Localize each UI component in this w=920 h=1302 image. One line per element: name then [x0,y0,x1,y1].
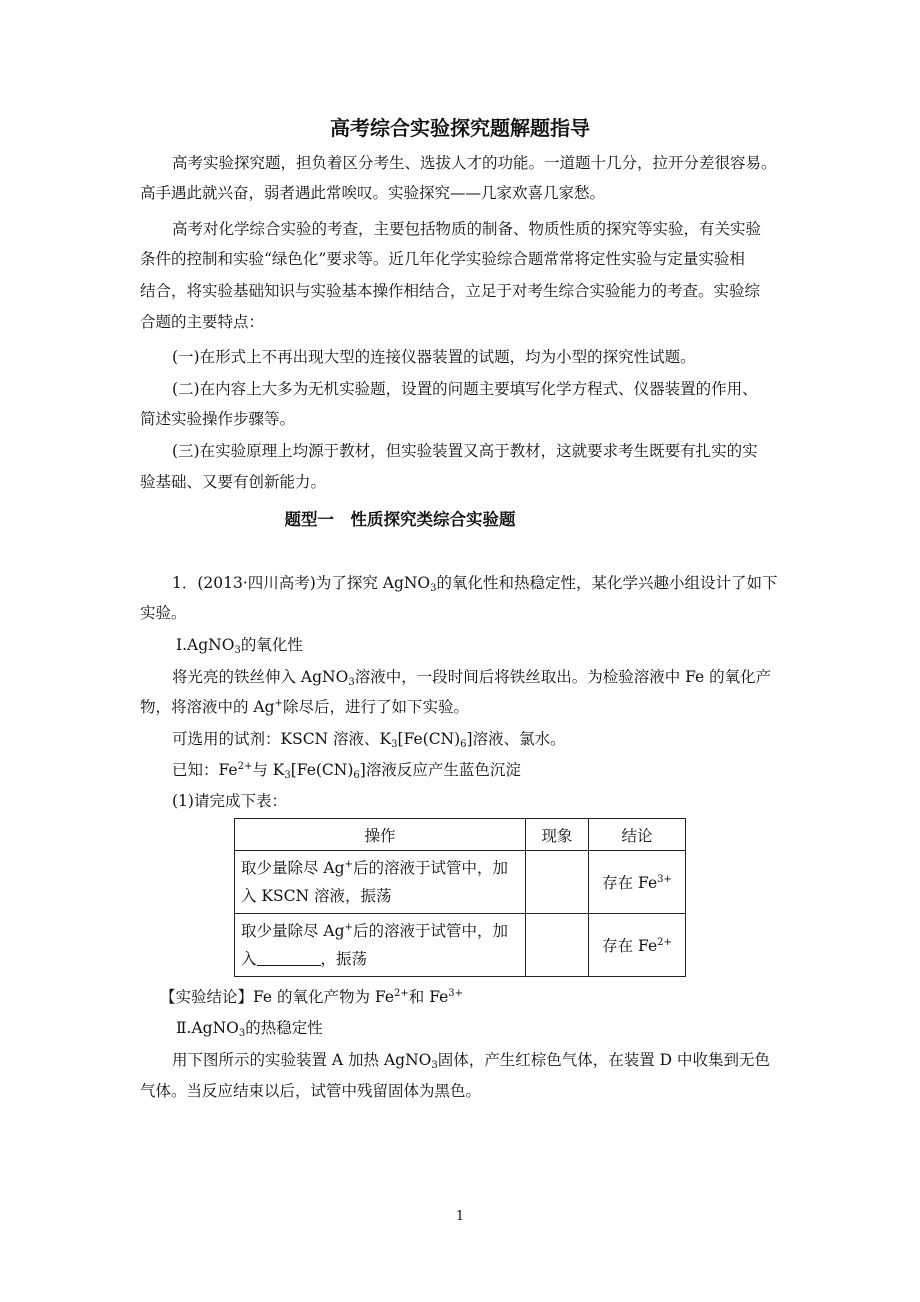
part-1-text-b: 的氧化性 [240,636,303,654]
procedure-sub: 3 [348,677,355,688]
known-text-d: ]溶液反应产生蓝色沉淀 [359,761,521,779]
part-2-line-1 [172,1049,832,1071]
row-1-phenomenon[interactable] [526,851,589,914]
table-header-row [235,819,686,851]
r1-text-a: 取少量除尽 Ag [241,859,345,877]
intro-paragraph-2-line-1: 高考对化学综合实验的考查，主要包括物质的制备、物质性质的探究等实验，有关实验 [172,220,762,238]
question-1-line-2: 实验。 [140,604,187,622]
reagents-text-c: ]溶液、氯水。 [466,730,566,748]
feature-2-line-2: 简述实验操作步骤等。 [140,410,296,428]
row-1-conclusion [589,851,686,914]
answer-blank[interactable] [257,949,321,966]
concl-sup-2: 3+ [448,988,464,999]
known-sub-2: 6 [353,770,360,781]
header-conclusion: 结论 [589,819,686,851]
known-sub-1: 3 [284,770,291,781]
reagents-text-a: 可选用的试剂：KSCN 溶液、K [172,730,392,748]
question-1-line-1 [172,572,832,594]
r1-conclusion-text: 存在 Fe [602,874,658,892]
feature-3-line-2: 验基础、又要有创新能力。 [140,473,327,491]
procedure-line-1 [172,666,832,688]
intro-paragraph-2-line-2: 条件的控制和实验“绿色化”要求等。近几年化学实验综合题常常将定性实验与定量实验相 [140,250,745,268]
header-phenomenon: 现象 [526,819,589,851]
row-2-conclusion [589,914,686,977]
procedure2-text-a: 物，将溶液中的 Ag [140,698,275,716]
part-2-heading [176,1017,836,1039]
known-text-b: 与 K [252,761,285,779]
page-number: 1 [455,1209,465,1224]
part-2-text-a: Ⅱ.AgNO [176,1019,239,1037]
q1-text-a: 1．(2013·四川高考)为了探究 AgNO [172,574,431,592]
procedure-text-b: 溶液中，一段时间后将铁丝取出。为检验溶液中 Fe 的氧化产 [354,668,772,686]
header-operation: 操作 [235,819,526,851]
part-2-l1-text-a: 用下图所示的实验装置 A 加热 AgNO [172,1051,432,1069]
q1-sub: 3 [430,583,437,594]
feature-1: (一)在形式上不再出现大型的连接仪器装置的试题，均为小型的探究性试题。 [172,348,696,366]
r2-conclusion-text: 存在 Fe [602,937,658,955]
r1-sup: + [344,859,353,870]
known-sup: 2+ [237,761,253,772]
known-line [172,759,832,781]
r1-text-line-2: 入 KSCN 溶液，振荡 [241,887,392,905]
section-title: 题型一 性质探究类综合实验题 [284,510,516,529]
reagents-sub-1: 3 [391,739,398,750]
concl-text-a: 【实验结论】Fe 的氧化产物为 Fe [160,988,395,1006]
concl-sup-1: 2+ [394,988,409,999]
known-text-a: 已知：Fe [172,761,238,779]
intro-paragraph-2-line-4: 合题的主要特点： [140,313,265,331]
intro-paragraph-1-line-1: 高考实验探究题，担负着区分考生、选拔人才的功能。一道题十几分，拉开分差很容易。 [172,154,777,172]
q1-text-b: 的氧化性和热稳定性，某化学兴趣小组设计了如下 [436,574,778,592]
r2-text-line-2-a: 入 [241,950,257,968]
intro-paragraph-2-line-3: 结合，将实验基础知识与实验基本操作相结合，立足于对考生综合实验能力的考查。实验综 [140,282,761,300]
reagents-sub-2: 6 [460,739,467,750]
experiment-conclusion [160,986,820,1008]
row-2-phenomenon[interactable] [526,914,589,977]
part-2-text-b: 的热稳定性 [245,1019,323,1037]
feature-3-line-1: (三)在实验原理上均源于教材，但实验装置又高于教材，这就要求考生既要有扎实的实 [172,442,758,460]
r1-conclusion-sup: 3+ [657,874,672,885]
part-2-sub: 3 [238,1028,246,1039]
part-2-l1-text-b: 固体，产生红棕色气体，在装置 D 中收集到无色 [437,1051,771,1069]
r2-text-line-2-b: ，振荡 [320,950,368,968]
known-text-c: [Fe(CN) [290,761,354,779]
sub-question-1: (1)请完成下表： [172,792,287,810]
part-1-heading [176,634,836,656]
table-row [235,851,686,914]
part-2-l1-sub: 3 [431,1060,438,1071]
concl-text-b: 和 Fe [408,988,449,1006]
r1-text-b: 后的溶液于试管中，加 [352,859,508,877]
reagents-text-b: [Fe(CN) [397,730,461,748]
r2-text-a: 取少量除尽 Ag [241,922,345,940]
r2-conclusion-sup: 2+ [657,937,672,948]
part-1-sub: 3 [234,645,241,656]
part-2-line-2: 气体。当反应结束以后，试管中残留固体为黑色。 [140,1082,482,1100]
procedure2-text-b: 除尽后，进行了如下实验。 [282,698,469,716]
row-2-operation [235,914,526,977]
page-title: 高考综合实验探究题解题指导 [330,116,590,140]
experiment-table [234,818,686,977]
intro-paragraph-1-line-2: 高手遇此就兴奋，弱者遇此常唉叹。实验探究——几家欢喜几家愁。 [140,184,606,202]
r2-text-b: 后的溶液于试管中，加 [352,922,508,940]
r2-sup: + [344,922,353,933]
feature-2-line-1: (二)在内容上大多为无机实验题，设置的问题主要填写化学方程式、仪器装置的作用、 [172,380,758,398]
part-1-text-a: Ⅰ.AgNO [176,636,235,654]
procedure-text-a: 将光亮的铁丝伸入 AgNO [172,668,349,686]
reagents-line [172,728,832,750]
table-row [235,914,686,977]
row-1-operation [235,851,526,914]
procedure2-sup: + [274,698,283,709]
procedure-line-2 [140,696,800,718]
